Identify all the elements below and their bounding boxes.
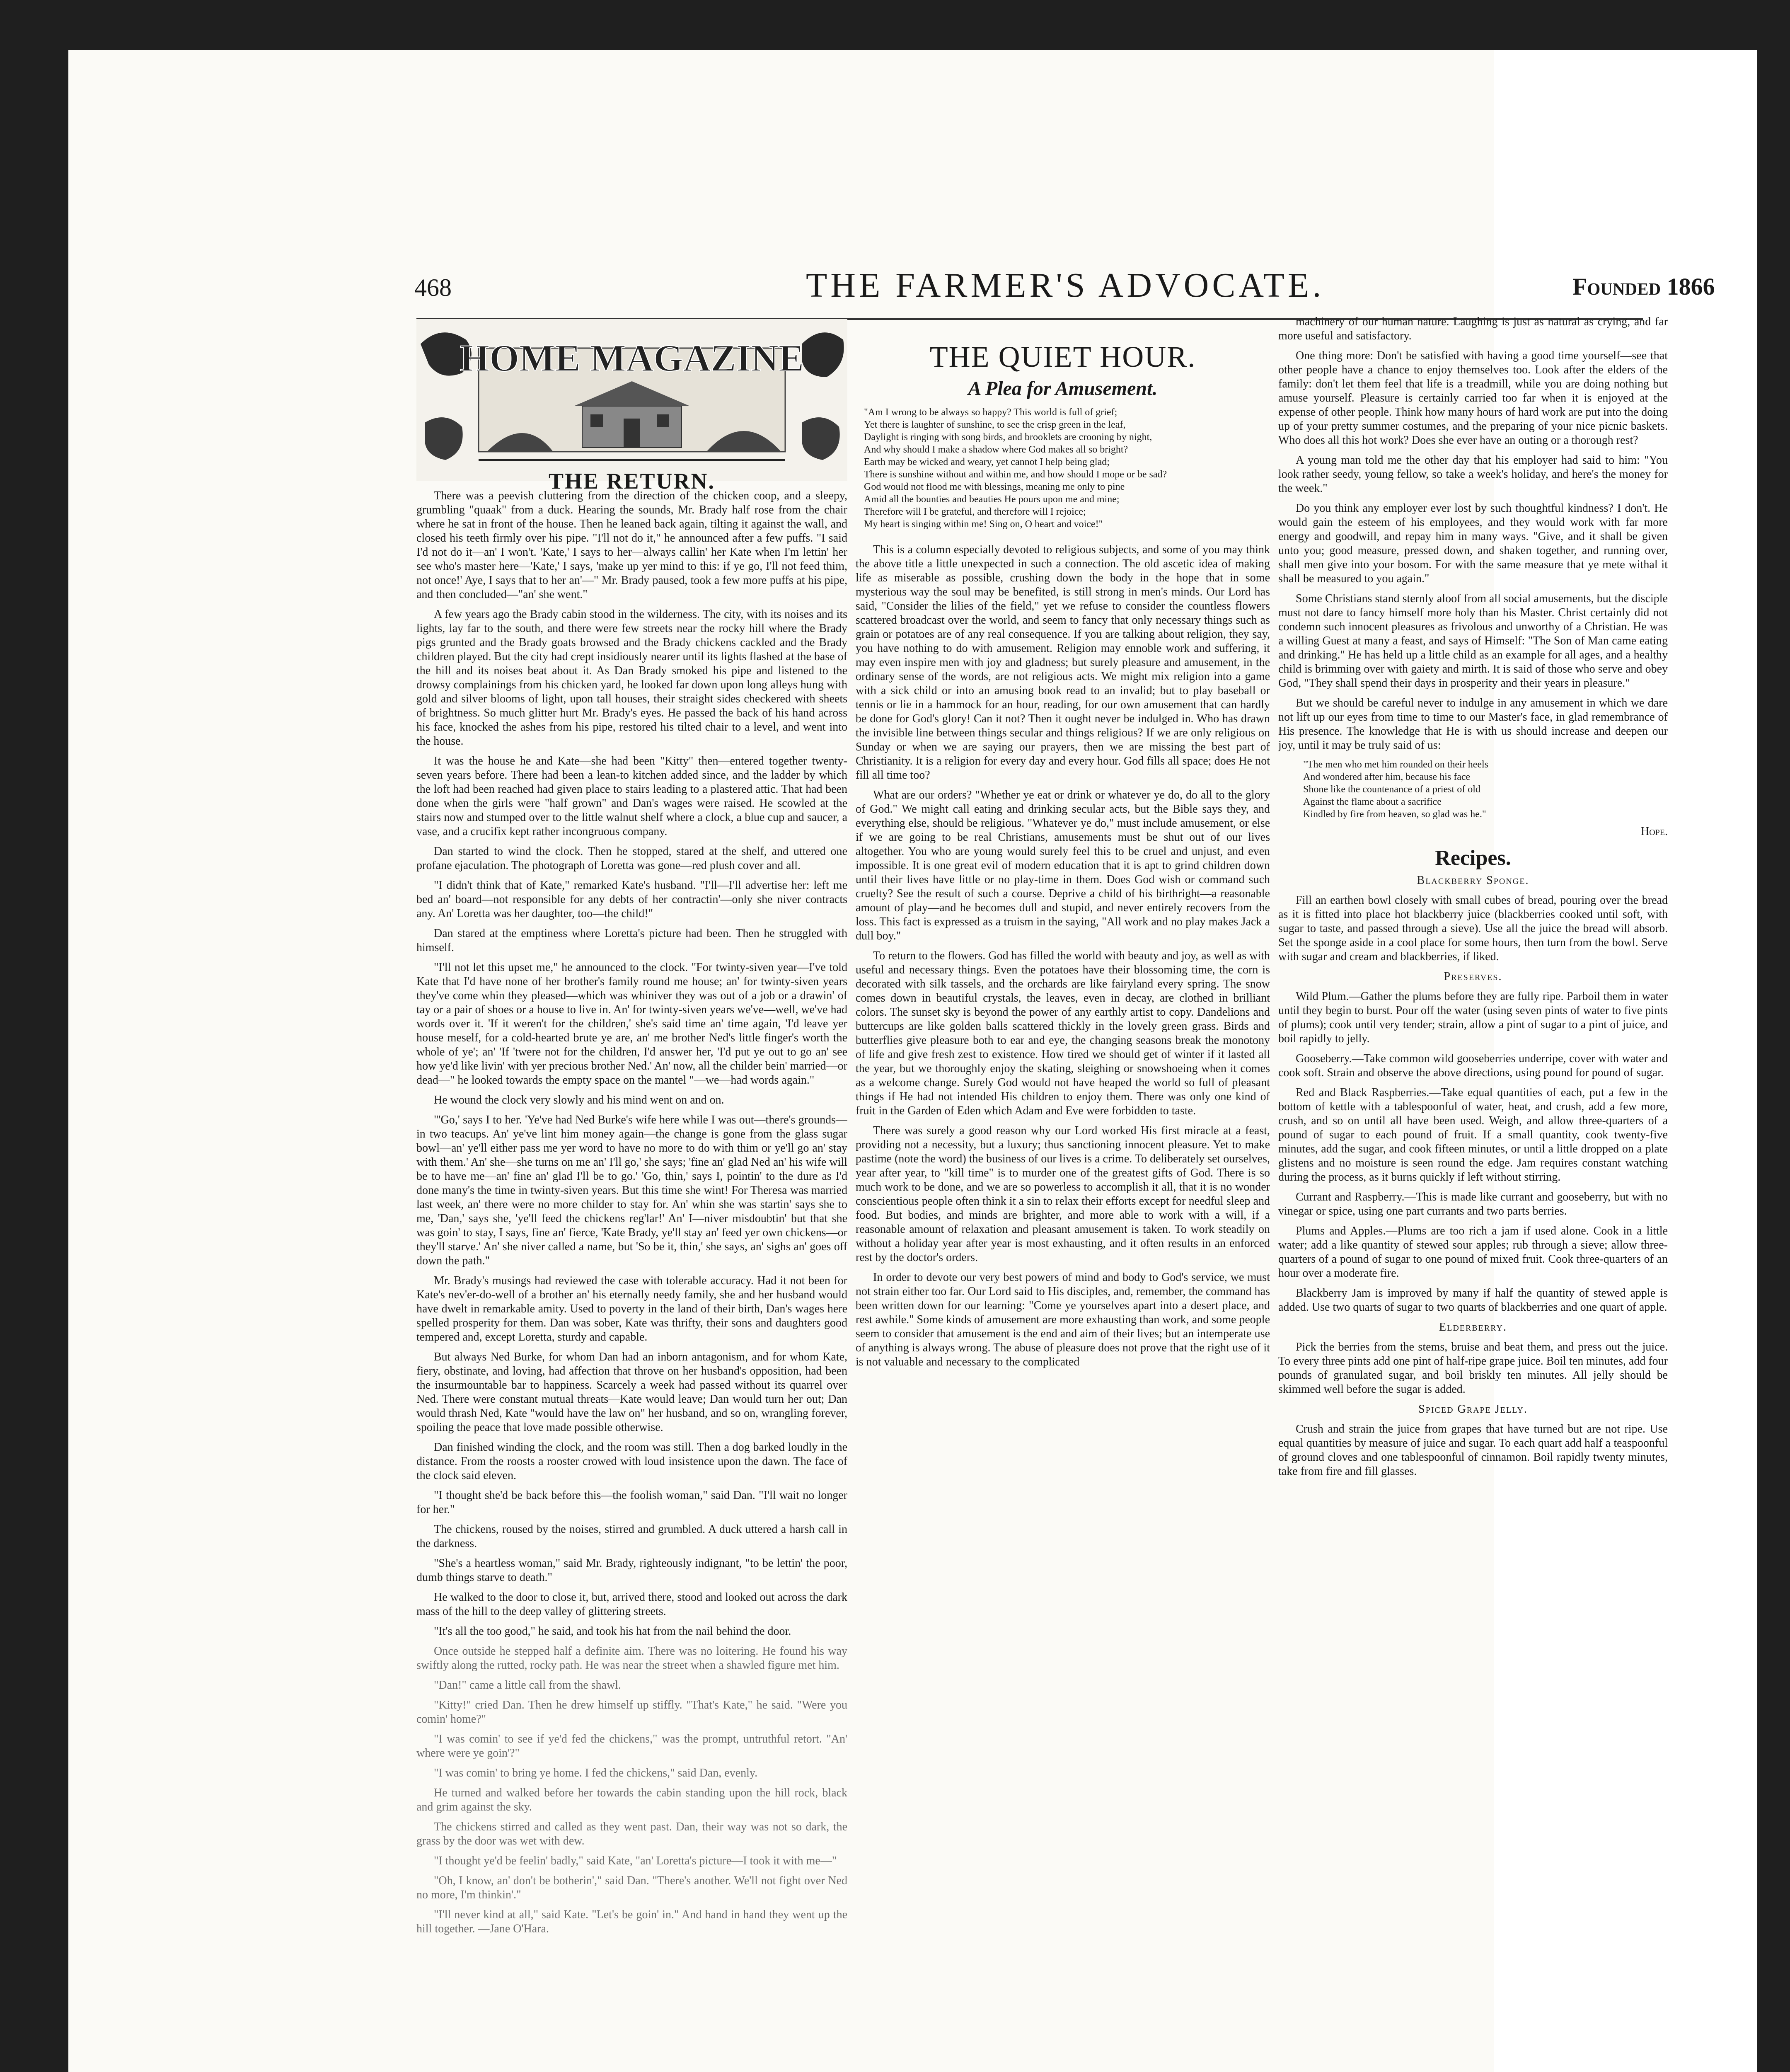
poem-line: My heart is singing within me! Sing on, O heart and voice!" <box>864 519 1103 530</box>
recipes-title: Recipes. <box>1435 846 1511 870</box>
poem-line: "Am I wrong to be always so happy? This world is full of grief; <box>864 407 1118 418</box>
quiet-paragraph: In order to devote our very best powers of mind and body to God's service, we must not strain either too far. Our Lord said to His disciples, and, remember, the command has been written down for our learning: "Come ye yourselves apart into a desert place, and rest awhile." Some kinds of amusement are more exhausting than work, and some people seem to consider that amusement is the end and aim of their lives; but an intemperate use of anything is always wrong. The abuse of pleasure does not prove that the right use of it is not valuable and necessary to the complicated <box>856 1271 1270 1368</box>
story-paragraph: "I'll never kind at all," said Kate. "Let's be goin' in." And hand in hand they went up the hill together. —Jane O'Hara. <box>416 1908 847 1935</box>
story-paragraph: He turned and walked before her towards the cabin standing upon the hill rock, black and grim against the sky. <box>416 1786 847 1813</box>
scan-border-top <box>0 0 1790 50</box>
story-paragraph: The chickens stirred and called as they went past. Dan, their way was not so dark, the grass by the door was wet with dew. <box>416 1820 847 1847</box>
poem-line: Earth may be wicked and weary, yet cannot I help being glad; <box>864 457 1110 467</box>
quiet-paragraph: One thing more: Don't be satisfied with having a good time yourself—see that other people have a chance to enjoy themselves too. Look after the elders of the family: don't let them feel that life is a treadmill, while you are doing nothing but amuse yourself. Pleasure is certainly carried too far when it is enjoyed at the expense of other people. Think how many hours of hard work are put into the doing up of your pretty summer costumes, and the preparing of your nice picnic baskets. Who does all this hot work? Does she ever have an outing or a thorough rest? <box>1278 349 1668 447</box>
story-paragraph: Dan started to wind the clock. Then he stopped, stared at the shelf, and uttered one profane ejaculation. The photograph of Loretta was gone—red plush cover and all. <box>416 845 847 872</box>
recipe-text: Fill an earthen bowl closely with small cubes of bread, pouring over the bread as it is fitted into place hot blackberry juice (blackberries cooked until soft, with sugar to taste, and passed through a sieve). Use all the juice the bread will absorb. Set the sponge aside in a cool place for some hours, then turn from the bowl. Serve with sugar and cream and blackberries, if liked. <box>1278 894 1668 963</box>
banner-title: HOME MAGAZINE <box>460 337 804 379</box>
poem-line: Against the flame about a sacrifice <box>1303 796 1442 807</box>
scan-border-left <box>0 0 68 2072</box>
story-paragraph: "It's all the too good," he said, and took his hat from the nail behind the door. <box>434 1625 791 1638</box>
story-paragraph: Once outside he stepped half a definite aim. There was no loitering. He found his way swiftly along the rutted, rocky path. He was near the street when a shawled figure met him. <box>416 1645 847 1672</box>
quiet-paragraph: What are our orders? "Whether ye eat or drink or whatever ye do, do all to the glory of God." We might call eating and drinking secular acts, but the Bible says they, and everything else, should be religious. "Whatever ye do," must include amusement, or else if we are going to be real Christians, amusements must be shut out of our lives altogether. You who are young would surely feel this to be cruel and unjust, and even impossible. It is one great evil of modern education that it is apt to grind children down until their lives have little or no play-time in them. Does God wish or command such cruelty? See the result of such a course. Deprive a child of his birthright—a reasonable amount of play—and he becomes dull and stupid, and never entirely recovers from the loss. This fact is expressed as a truism in the saying, "All work and no play makes Jack a dull boy." <box>856 789 1270 942</box>
page-header <box>68 265 1757 315</box>
founded-label: Founded 1866 <box>1572 273 1715 300</box>
story-paragraph: "I thought she'd be back before this—the foolish woman," said Dan. "I'll wait no longer for her." <box>416 1489 847 1516</box>
poem-line: And why should I make a shadow where God makes all so bright? <box>864 444 1128 455</box>
poem-line: Yet there is laughter of sunshine, to see the crisp green in the leaf, <box>864 419 1126 430</box>
home-magazine-banner <box>416 319 847 481</box>
story-paragraph: "I thought ye'd be feelin' badly," said Kate, "an' Loretta's picture—I took it with me—" <box>434 1854 837 1867</box>
story-title: THE RETURN. <box>548 469 716 494</box>
recipe-text: Currant and Raspberry.—This is made like currant and gooseberry, but with no vinegar or spice, using one part currants and two parts berries. <box>1278 1191 1668 1218</box>
poem-line: There is sunshine without and within me, and how should I mope or be sad? <box>864 469 1167 480</box>
quiet-hour-title: THE QUIET HOUR. <box>929 340 1196 373</box>
story-paragraph: There was a peevish cluttering from the direction of the chicken coop, and a sleepy, grumbling "quaak" from a duck. Hearing the sounds, Mr. Brady half rose from the chair where he sat in front of the house. Then he leaned back again, tilting it against the wall, and closed his teeth firmly over his pipe. "I'll not do it," he announced after a few puffs. "I said I'd not do it—an' I won't. 'Kate,' I says to her—always callin' her Kate when I'm lettin' her see who's master here—'Kate,' I says, 'make up yer mind to this: if ye go, I'll not feed thim, not once!' Aye, I says that to her an'—" Mr. Brady paused, took a few more puffs at his pipe, and then concluded—"an' she went." <box>416 489 847 601</box>
poem-line: Kindled by fire from heaven, so glad was he." <box>1303 809 1486 820</box>
signature: Hope. <box>1640 825 1668 838</box>
story-paragraph: He walked to the door to close it, but, arrived there, stood and looked out across the dark mass of the hill to the deep valley of glittering streets. <box>416 1591 847 1618</box>
story-paragraph: A few years ago the Brady cabin stood in the wilderness. The city, with its noises and its lights, lay far to the south, and there were few streets near the rocky hill where the Brady pigs grunted and the Brady goats browsed and the Brady chickens cackled and the Brady children played. But the city had crept insidiously nearer until its lights flashed at the base of the hill and its noises beat about it. As Dan Brady smoked his pipe and listened to the drowsy complainings from his chicken yard, he looked far down upon long alleys hung with gold and silver blooms of light, upon tall houses, their straight sides checkered with sheets of brightness. So much glitter hurt Mr. Brady's eyes. He passed the back of his hand across his face, knocked the ashes from his pipe, restored his tilted chair to a level, and went into the house. <box>416 608 847 748</box>
recipe-text: Pick the berries from the stems, bruise and beat them, and press out the juice. To every three pints add one pint of half-ripe grape juice. Boil ten minutes, add four pounds of granulated sugar, and boil briskly ten minutes. All jelly should be skimmed well before the sugar is added. <box>1278 1341 1668 1396</box>
quiet-hour-column <box>856 543 1270 2018</box>
story-paragraph: The chickens, roused by the noises, stirred and grumbled. A duck uttered a harsh call in the darkness. <box>416 1523 847 1550</box>
story-paragraph: Dan finished winding the clock, and the room was still. Then a dog barked loudly in the distance. From the roosts a rooster crowed with loud insistence upon the dawn. The face of the clock said eleven. <box>416 1441 847 1482</box>
masthead: THE FARMER'S ADVOCATE. <box>806 266 1325 305</box>
story-paragraph: "I'll not let this upset me," he announced to the clock. "For twinty-siven year—I've told Kate that I'd have none of her brother's family round me house; an' for twinty-siven years they've come whin they pleased—which was whiniver they was out of a job or a drawin' of tay or a pair of shoes or a house to live in. An' for twinty-siven years we've—well, we've had words over it. 'If it weren't for the children,' she's said time an' time again, 'I'd leave yer house meself, for a cold-hearted brute ye are, an' me brother Ned's little finger's worth the whole of ye'; an' 'If 'twere not for the children, I'd answer her, 'I'd put ye out to go an' see how ye'd like livin' with yer precious brother Ned.' An' now, all the childer bein' married—or dead—" he looked towards the empty space on the mantel "—we—had words again." <box>416 961 847 1087</box>
poem-line: "The men who met him rounded on their heels <box>1303 759 1489 770</box>
quiet-paragraph: There was surely a good reason why our Lord worked His first miracle at a feast, providing not a necessity, but a luxury; thus sanctioning innocent pleasure. Yet to make pastime (note the word) the business of our lives is a crime. To deliberately set ourselves, year after year, to "kill time" is to murder one of the greatest gifts of God. There is so much work to be done, and we are so powerless to accomplish it all, that it is no wonder conscientious people often think it a sin to relax their efforts except for needful sleep and food. But bodies, and minds are brighter, and more able to work with a will, if a reasonable amount of relaxation and pleasant amusement is taken. To work steadily on without a holiday year after year is most exhausting, and it often results in an enforced rest by the doctor's orders. <box>856 1124 1270 1264</box>
quiet-paragraph: machinery of our human nature. Laughing is just as natural as crying, and far more useful and satisfactory. <box>1278 315 1668 342</box>
right-column <box>1278 315 1668 2072</box>
story-column <box>416 489 847 2072</box>
poem-line: Amid all the bounties and beauties He pours upon me and mine; <box>864 494 1120 505</box>
plea-subtitle: A Plea for Amusement. <box>968 378 1158 399</box>
recipe-text: Red and Black Raspberries.—Take equal quantities of each, put a few in the bottom of kettle with a tablespoonful of water, heat, and crush, add a few more, crush, and so on until all have been used. Weigh, and allow three-quarters of a pound of sugar to each pound of fruit. If a small quantity, cook twenty-five minutes, add the sugar, and cook fifteen minutes, or until a little dropped on a plate glistens and no moisture is seen round the edge. Jam requires constant watching during the process, as it burns quickly if left without stirring. <box>1278 1086 1668 1184</box>
recipe-heading: Spiced Grape Jelly. <box>1418 1403 1528 1416</box>
story-paragraph: "I was comin' to bring ye home. I fed the chickens," said Dan, evenly. <box>434 1767 758 1779</box>
recipe-text: Gooseberry.—Take common wild gooseberries underripe, cover with water and cook soft. Strain and observe the above directions, using pound for pound of sugar. <box>1278 1052 1668 1079</box>
recipe-text: Blackberry Jam is improved by many if half the quantity of stewed apple is added. Use two quarts of sugar to two quarts of blackberries and one quart of apple. <box>1278 1287 1668 1314</box>
recipe-text: Crush and strain the juice from grapes that have turned but are not ripe. Use equal quantities by measure of juice and sugar. To each quart add half a teaspoonful of ground cloves and one tablespoonful of cinnamon. Boil rapidly twenty minutes, take from fire and fill glasses. <box>1278 1423 1668 1478</box>
scan-border-right <box>1757 0 1790 2072</box>
quiet-paragraph: To return to the flowers. God has filled the world with beauty and joy, as well as with useful and necessary things. Even the potatoes have their blossoming time, the corn is decorated with silk tassels, and the orchards are like fairyland every spring. The snow comes down in beautiful crystals, the leaves, even in decay, are clothed in brilliant colors. The sunset sky is beyond the power of any earthly artist to copy. Dandelions and buttercups are like golden balls scattered thickly in the lovely green grass. Birds and butterflies give pleasure both to ear and eye, the changing seasons break the monotony of life and give fresh zest to existence. How tired we should get of winter if it lasted all the year, but we thoroughly enjoy the skating, sleighing or snowshoeing when it comes as a welcome change. Surely God would not have heaped the world so full of pleasant things if He had not intended His children to enjoy them. There was only one kind of fruit in the Garden of Eden which Adam and Eve were forbidden to taste. <box>856 949 1270 1117</box>
quiet-paragraph: Some Christians stand sternly aloof from all social amusements, but the disciple must not dare to fancy himself more holy than his Master. Christ certainly did not condemn such innocent pleasures as frivolous and unworthy of a Christian. He was a willing Guest at many a feast, and says of Himself: "The Son of Man came eating and drinking." He has held up a little child as an example for all ages, and a healthy child is brimming over with gaiety and mirth. It is said of those who serve and obey God, "They shall spend their days in prosperity and their years in pleasure." <box>1278 592 1668 690</box>
closing-poem <box>1278 758 1668 821</box>
poem-line: And wondered after him, because his face <box>1303 772 1471 782</box>
quiet-paragraph: Do you think any employer ever lost by such thoughtful kindness? I don't. He would gain the esteem of his employees, and they would work with far more energy and goodwill, and repay him in many ways. "Give, and it shall be given unto you; good measure, pressed down, and shaken together, and running over, shall men give into your bosom. For with the same measure that ye mete withal it shall be measured to you again." <box>1278 502 1668 585</box>
newspaper-page <box>68 50 1757 2072</box>
opening-poem <box>864 406 1270 530</box>
story-paragraph: Mr. Brady's musings had reviewed the case with tolerable accuracy. Had it not been for Kate's nev'er-do-well of a brother an' his eternally needy family, she and her husband would have dwelt in remarkable amity. Used to poverty in the land of their birth, Dan's wages here spelled prosperity for them. Dan was sober, Kate was thrifty, their sons and daughters good tempered and, except Loretta, sturdy and capable. <box>416 1274 847 1343</box>
recipe-text: Wild Plum.—Gather the plums before they are fully ripe. Parboil them in water until they begin to burst. Pour off the water (using seven pints of water to five pints of plums); cook until very tender; strain, allow a pint of sugar to a pint of juice, and boil rapidly to jelly. <box>1278 990 1668 1045</box>
poem-line: Shone like the countenance of a priest of old <box>1303 784 1480 795</box>
story-paragraph: But always Ned Burke, for whom Dan had an inborn antagonism, and for whom Kate, fiery, obstinate, and loving, had affection that throve on her husband's opposition, had been the insurmountable bar to happiness. Scarcely a week had passed without its quarrel over Ned. There were constant mutual threats—Kate would leave; Dan would turn her out; Dan would thrash Ned, Kate "would have the law on" her husband, and so on, wrangling forever, spoiling the peace that love made possible otherwise. <box>416 1351 847 1434</box>
story-paragraph: He wound the clock very slowly and his mind went on and on. <box>434 1094 724 1106</box>
story-paragraph: "Dan!" came a little call from the shawl. <box>434 1679 622 1692</box>
banner-illustration <box>416 319 847 481</box>
story-paragraph: "I didn't think that of Kate," remarked Kate's husband. "I'll—I'll advertise her: left me bed an' board—not responsible for any debts of her contractin'—only she niver contracts any. An' Loretta was her daughter, too—the child!" <box>416 879 847 920</box>
recipe-heading: Elderberry. <box>1439 1321 1507 1334</box>
recipe-heading: Preserves. <box>1444 970 1502 983</box>
story-paragraph: "Oh, I know, an' don't be botherin'," said Dan. "There's another. We'll not fight over Ned no more, I'm thinkin'." <box>416 1874 847 1901</box>
poem-line: God would not flood me with blessings, meaning me only to pine <box>864 482 1125 492</box>
story-paragraph: "'Go,' says I to her. 'Ye've had Ned Burke's wife here while I was out—there's grounds—in two teacups. An' ye've lint him money again—the change is gone from the glass sugar bowl—an' ye'll either pass me yer word to have no more to do with thim or ye'll go an' stay with them.' An' she—she turns on me an' I'll go,' she says; 'fine an' glad Ned an' his wife will be to have me—an' fine an' glad I'll be to go.' 'Go, thin,' says I, pointin' to the dure as I'd done many's the time in twinty-siven years. But this time she wint! For Theresa was married last week, an' there were no more childer to stay for. An' whin she was startin' says she to me, 'Dan,' says she, 'ye'll feed the chickens reg'lar!' An' I—niver misdoubtin' but that she was goin' to stay, I says, fine an' fierce, 'Kate Brady, ye'll stay an' feed yer own chickens—or they'll starve.' An' she niver called a name, but 'So be it, thin,' she says, an' sighs an' goes off down the path." <box>416 1113 847 1267</box>
quiet-paragraph: This is a column especially devoted to religious subjects, and some of you may think the above title a little unexpected in such a connection. The old ascetic idea of making life as miserable as possible, crushing down the body in the hope that in some mysterious way the soul may be benefited, is still strong in men's minds. Our Lord has said, "Consider the lilies of the field," yet we refuse to consider the countless flowers scattered broadcast over the world, and seem to fancy that only necessary things such as grain or potatoes are of any real consequence. If you are talking about religion, they say, you have nothing to do with amusement. Religion may ennoble work and suffering, it may even inspire men with joy and gladness; but surely pleasure and amusement, in the ordinary sense of the words, are not religious acts. We might mix religion into a game with a sick child or into an amusing book read to an invalid; but to play baseball or tennis or lie in a hammock for an hour, reading, for our own amusement that can hardly be done for God's glory! Can it not? Then it ought never be indulged in. Who has drawn the invisible line between things secular and things religious? If we are only religious on Sunday or when we are saying our prayers, then we are missing the best part of Christianity. It is a religion for every day and every hour. God fills all space; does He not fill all time too? <box>856 543 1270 782</box>
story-paragraph: "She's a heartless woman," said Mr. Brady, righteously indignant, "to be lettin' the poor, dumb things starve to death." <box>416 1557 847 1584</box>
page-number: 468 <box>414 274 452 301</box>
recipe-text: Plums and Apples.—Plums are too rich a jam if used alone. Cook in a little water; add a like quantity of stewed sour apples; rub through a sieve; allow three-quarters of a pound of sugar to one pound of mixed fruit. Cook three-quarters of an hour over a moderate fire. <box>1278 1225 1668 1280</box>
recipe-heading: Blackberry Sponge. <box>1417 874 1529 887</box>
quiet-paragraph: A young man told me the other day that his employer had said to him: "You look rather seedy, young fellow, so take a week's holiday, and here's the money for the week." <box>1278 454 1668 495</box>
poem-line: Daylight is ringing with song birds, and brooklets are crooning by night, <box>864 432 1152 443</box>
poem-line: Therefore will I be grateful, and therefore will I rejoice; <box>864 506 1086 517</box>
quiet-paragraph: But we should be careful never to indulge in any amusement in which we dare not lift up our eyes from time to time to our Master's face, in glad remembrance of His presence. The knowledge that He is with us should increase and deepen our joy, until it may be truly said of us: <box>1278 697 1668 752</box>
story-paragraph: It was the house he and Kate—she had been "Kitty" then—entered together twenty-seven years before. There had been a lean-to kitchen added since, and the ladder by which the loft had been reached had given place to stairs leading to a plastered attic. That had been done when the girls were "half grown" and Dan's wages were raised. He scowled at the stairs now and stumped over to the little walnut shelf where a clock, a blue cup and saucer, a vase, and a crucifix kept rather incongruous company. <box>416 755 847 838</box>
story-paragraph: "I was comin' to see if ye'd fed the chickens," was the prompt, untruthful retort. "An' where were ye goin'?" <box>416 1733 847 1760</box>
story-paragraph: Dan stared at the emptiness where Loretta's picture had been. Then he struggled with himself. <box>416 927 847 954</box>
story-paragraph: "Kitty!" cried Dan. Then he drew himself up stiffly. "That's Kate," he said. "Were you comin' home?" <box>416 1699 847 1726</box>
